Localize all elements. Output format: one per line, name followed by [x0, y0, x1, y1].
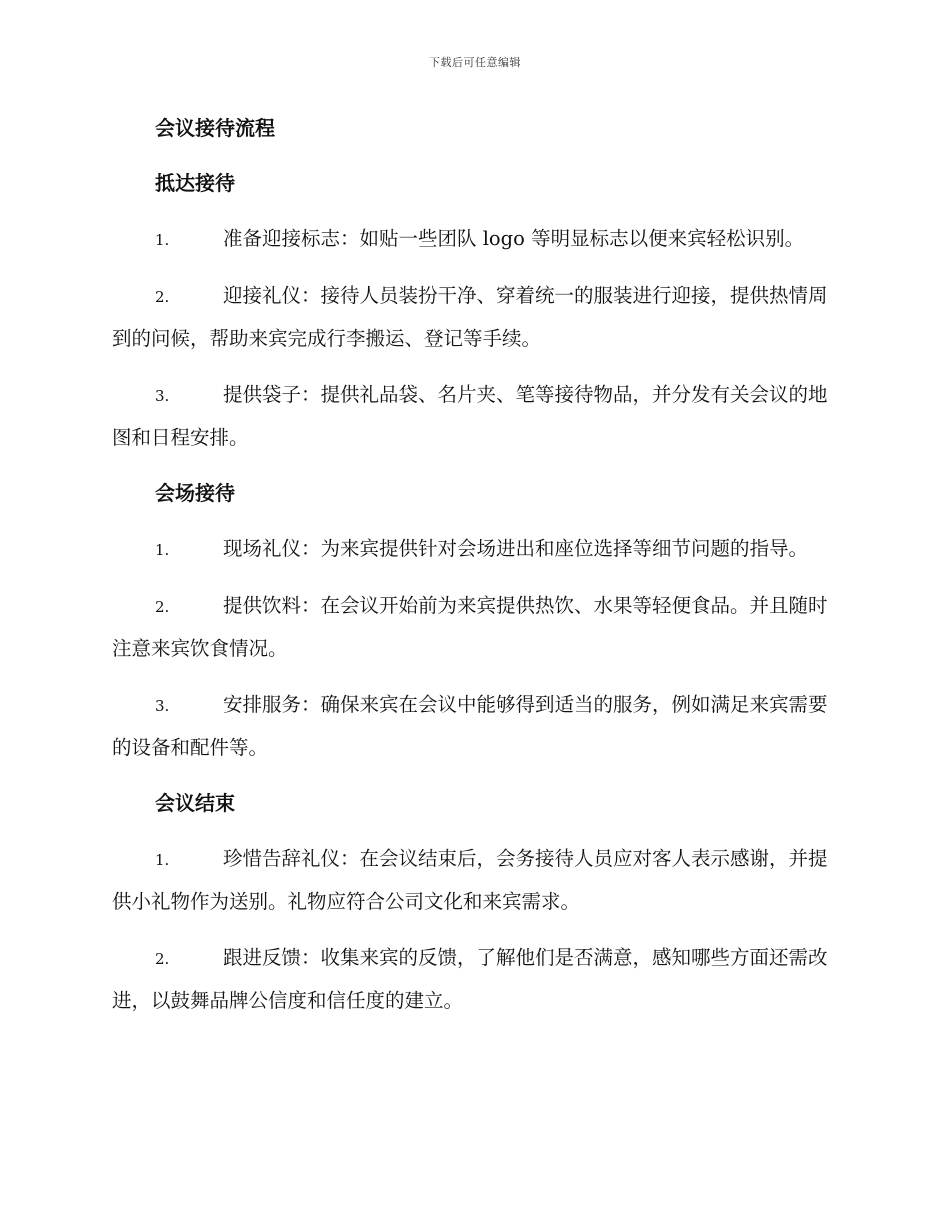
list-item: [112, 585, 834, 670]
item-text: 迎接礼仪：接待人员装扮干净、穿着统一的服装进行迎接，提供热情周到的问候，帮助来宾完成行李搬运、登记等手续。: [112, 284, 828, 350]
list-item: [112, 528, 834, 571]
list-item: [112, 275, 834, 360]
item-number: 2.: [155, 288, 170, 306]
item-number: 3.: [155, 697, 170, 715]
list-item: [112, 218, 834, 261]
section-heading-venue: 会场接待: [155, 481, 235, 505]
item-text: 安排服务：确保来宾在会议中能够得到适当的服务，例如满足来宾需要的设备和配件等。: [112, 693, 828, 759]
item-text: 现场礼仪：为来宾提供针对会场进出和座位选择等细节问题的指导。: [223, 537, 809, 560]
document-body: [112, 108, 834, 1036]
section-heading-closing: 会议结束: [155, 791, 235, 815]
item-text: 提供饮料：在会议开始前为来宾提供热饮、水果等轻便食品。并且随时注意来宾饮食情况。: [112, 594, 828, 660]
item-number: 1.: [155, 541, 170, 559]
header-note: 下载后可任意编辑: [429, 56, 521, 69]
item-number: 2.: [155, 950, 170, 968]
item-text: 珍惜告辞礼仪：在会议结束后，会务接待人员应对客人表示感谢，并提供小礼物作为送别。礼物应符合公司文化和来宾需求。: [112, 847, 828, 913]
list-item: [112, 684, 834, 769]
document-title: 会议接待流程: [155, 116, 275, 140]
item-number: 1.: [155, 851, 170, 869]
list-item: [112, 838, 834, 923]
item-text: 跟进反馈：收集来宾的反馈，了解他们是否满意，感知哪些方面还需改进，以鼓舞品牌公信度和信任度的建立。: [112, 946, 828, 1012]
list-item: [112, 374, 834, 459]
item-text: 准备迎接标志：如贴一些团队 logo 等明显标志以便来宾轻松识别。: [223, 227, 805, 250]
item-text: 提供袋子：提供礼品袋、名片夹、笔等接待物品，并分发有关会议的地图和日程安排。: [112, 383, 828, 449]
item-number: 3.: [155, 387, 170, 405]
section-heading-arrival: 抵达接待: [155, 171, 235, 195]
item-number: 2.: [155, 598, 170, 616]
list-item: [112, 937, 834, 1022]
item-number: 1.: [155, 231, 170, 249]
